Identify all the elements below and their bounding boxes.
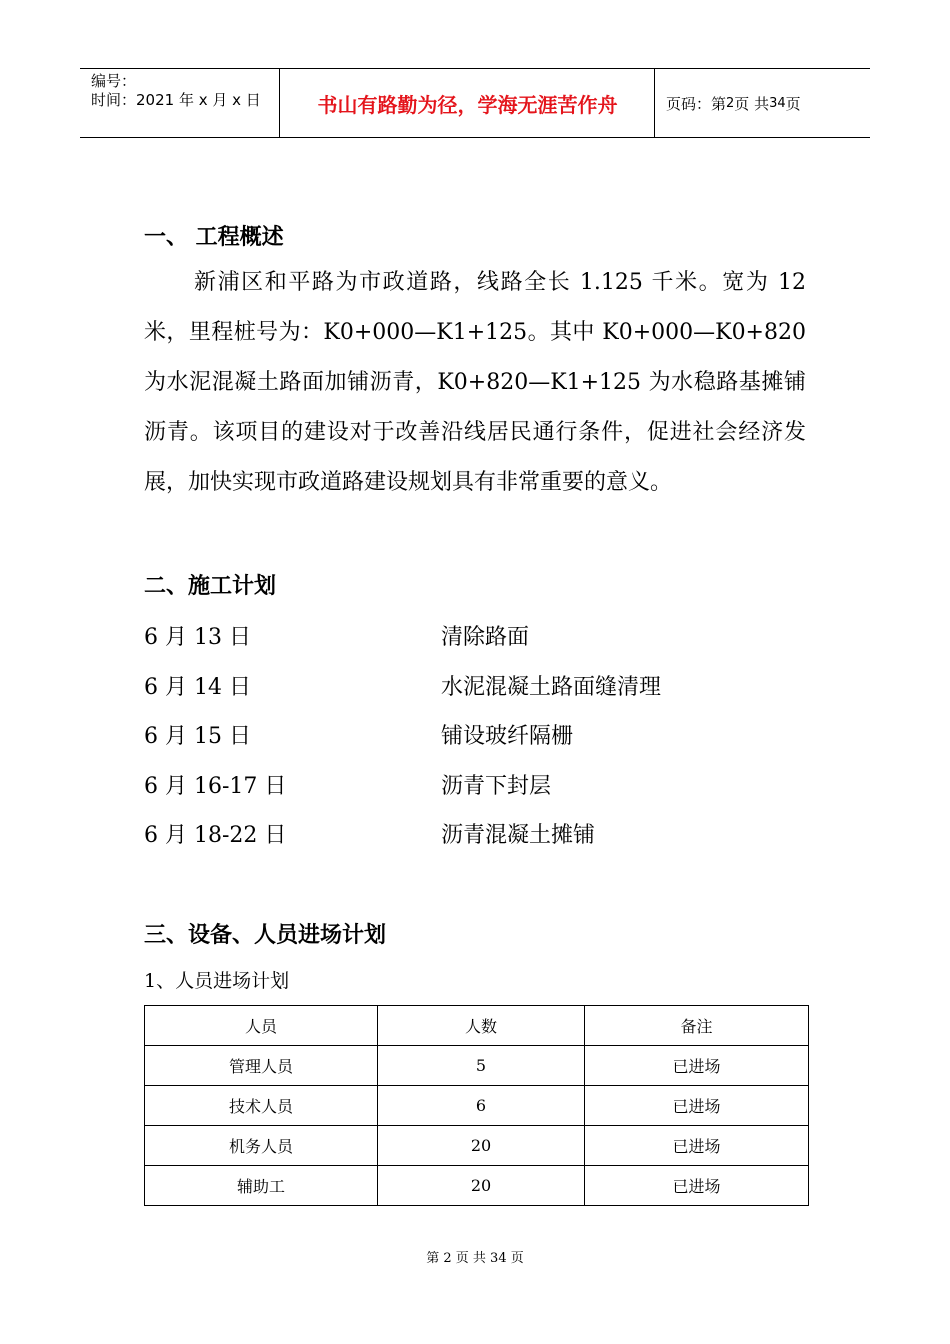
schedule-date: 6 月 16-17 日: [144, 774, 287, 799]
page-total: 34: [769, 95, 786, 111]
table-cell: 辅助工: [145, 1166, 378, 1206]
table-cell: 已进场: [585, 1046, 809, 1086]
table-cell: 已进场: [585, 1166, 809, 1206]
table-row: [145, 1126, 809, 1166]
table-header: 备注: [585, 1006, 809, 1046]
table-cell: 机务人员: [145, 1126, 378, 1166]
section3-heading: 三、设备、人员进场计划: [144, 923, 387, 948]
schedule-task: 清除路面: [441, 625, 530, 650]
section1-heading: 一、 工程概述: [144, 225, 284, 250]
page-suffix: 页: [785, 94, 801, 113]
schedule-task: 沥青混凝土摊铺: [441, 823, 596, 848]
schedule-task: 铺设玻纤隔栅: [441, 724, 574, 749]
schedule-date: 6 月 18-22 日: [144, 823, 287, 848]
page-number: 2: [726, 95, 735, 111]
document-time: 时间：2021 年 x 月 x 日: [91, 91, 261, 109]
table-cell: 已进场: [585, 1086, 809, 1126]
table-header-row: [145, 1006, 809, 1046]
staff-table: [144, 1005, 809, 1206]
header-motto: 书山有路勤为径，学海无涯苦作舟: [281, 69, 655, 137]
table-cell: 5: [378, 1046, 585, 1086]
table-header: 人员: [145, 1006, 378, 1046]
page-header: [80, 68, 870, 138]
header-meta: [80, 69, 280, 137]
table-cell: 20: [378, 1126, 585, 1166]
table-header: 人数: [378, 1006, 585, 1046]
page-prefix: 页码：第: [666, 94, 727, 113]
table-cell: 管理人员: [145, 1046, 378, 1086]
schedule-date: 6 月 14 日: [144, 675, 251, 700]
schedule-date: 6 月 15 日: [144, 724, 251, 749]
schedule-task: 水泥混凝土路面缝清理: [441, 675, 662, 700]
table-cell: 技术人员: [145, 1086, 378, 1126]
table-row: [145, 1166, 809, 1206]
table-cell: 已进场: [585, 1126, 809, 1166]
table-cell: 6: [378, 1086, 585, 1126]
page-footer: 第 2 页 共 34 页: [426, 1251, 524, 1266]
document-number-label: 编号：: [91, 72, 137, 90]
section2-heading: 二、施工计划: [144, 574, 277, 599]
table-row: [145, 1046, 809, 1086]
header-page-info: [666, 69, 801, 137]
section3-subheading: 1、人员进场计划: [144, 970, 290, 992]
section1-paragraph: 新浦区和平路为市政道路，线路全长 1.125 千米。宽为 12 米，里程桩号为：K0+000—K1+125。其中 K0+000—K0+820 为水泥混凝土路面加铺沥青，K0+820—K1+125 为水稳路基摊铺沥青。该项目的建设对于改善沿线居民通行条件，促进社会经济发展，加快实现市政道路建设规划具有非常重要的意义。: [144, 270, 806, 495]
schedule-task: 沥青下封层: [441, 774, 552, 799]
page-mid: 页 共: [734, 94, 770, 113]
table-cell: 20: [378, 1166, 585, 1206]
table-row: [145, 1086, 809, 1126]
schedule-date: 6 月 13 日: [144, 625, 251, 650]
